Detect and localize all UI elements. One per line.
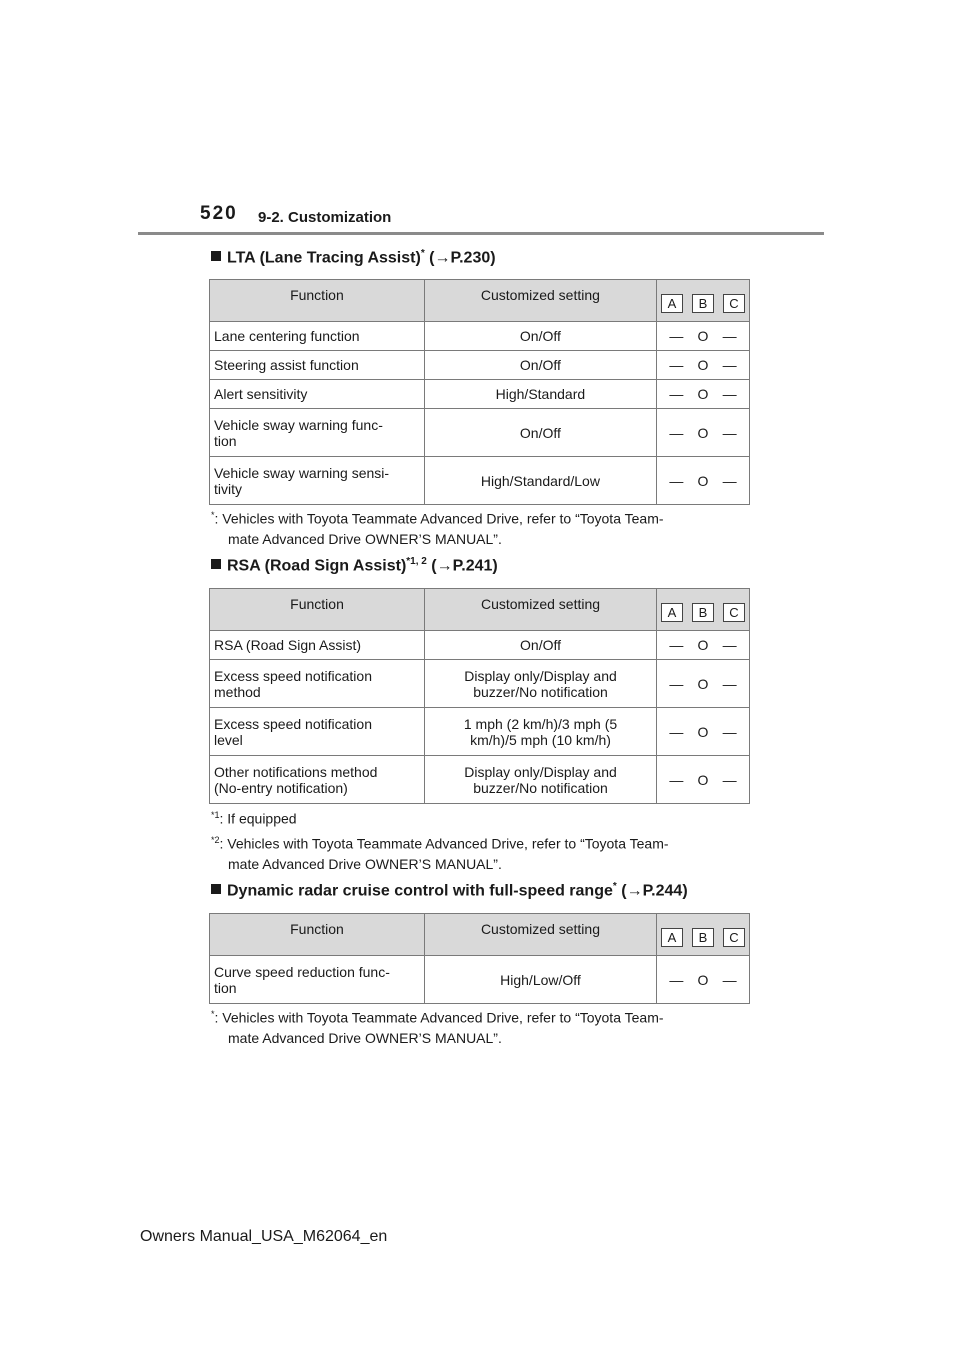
table-row xyxy=(210,660,750,708)
column-header-abc xyxy=(656,280,749,322)
table-row xyxy=(210,457,750,505)
function-cell: Curve speed reduction func- tion xyxy=(210,956,425,1004)
abc-cell: — O — xyxy=(656,351,749,380)
box-a: A xyxy=(661,603,683,622)
footnote: $^{*1}$: If equipped xyxy=(211,810,297,827)
function-cell: Steering assist function xyxy=(210,351,425,380)
setting-cell: High/Low/Off xyxy=(424,956,656,1004)
abc-cell: — O — xyxy=(656,660,749,708)
footer-doc-id: Owners Manual_USA_M62064_en xyxy=(140,1228,388,1245)
function-cell: Vehicle sway warning sensi- tivity xyxy=(210,457,425,505)
footnote: *: Vehicles with Toyota Teammate Advanced Drive, refer to “Toyota Team- mate Advanced Drive OWNER’S MANUAL”. xyxy=(211,510,664,547)
box-b: B xyxy=(692,928,714,947)
section-title-lta: LTA (Lane Tracing Assist)* (→P.230) xyxy=(211,248,496,267)
setting-cell: On/Off xyxy=(424,322,656,351)
setting-cell: On/Off xyxy=(424,409,656,457)
box-a: A xyxy=(661,294,683,313)
column-header-function: Function xyxy=(210,589,425,631)
abc-cell: — O — xyxy=(656,708,749,756)
abc-cell: — O — xyxy=(656,457,749,505)
arrow-right-icon: → xyxy=(436,557,453,575)
arrow-right-icon: → xyxy=(434,249,451,267)
table-row xyxy=(210,756,750,804)
abc-cell: — O — xyxy=(656,380,749,409)
abc-cell: — O — xyxy=(656,409,749,457)
arrow-right-icon: → xyxy=(626,882,643,900)
setting-cell: 1 mph (2 km/h)/3 mph (5 km/h)/5 mph (10 km/h) xyxy=(425,708,657,756)
customization-table-rsa xyxy=(209,588,750,804)
abc-cell: — O — xyxy=(656,631,749,660)
page-number: 520 xyxy=(200,203,238,224)
section-bullet-icon xyxy=(211,884,221,894)
function-cell: Lane centering function xyxy=(210,322,425,351)
footnote: *: Vehicles with Toyota Teammate Advanced Drive, refer to “Toyota Team- mate Advanced Drive OWNER’S MANUAL”. xyxy=(211,1009,664,1046)
table-row xyxy=(210,708,750,756)
table-row xyxy=(210,631,750,660)
function-cell: Alert sensitivity xyxy=(210,380,425,409)
footnote: $^{*2}$: Vehicles with Toyota Teammate Advanced Drive, refer to “Toyota Team- mate Advanced Drive OWNER’S MANUAL”. xyxy=(211,835,669,872)
column-header-setting: Customized setting xyxy=(425,589,657,631)
page-ref-link[interactable]: P.230 xyxy=(450,249,491,267)
setting-cell: Display only/Display and buzzer/No notification xyxy=(425,660,657,708)
table-row xyxy=(210,351,750,380)
section-title-drcc: Dynamic radar cruise control with full-speed range* (→P.244) xyxy=(211,881,688,900)
function-cell: Vehicle sway warning func- tion xyxy=(210,409,425,457)
function-cell: Excess speed notification method xyxy=(210,660,425,708)
table-row xyxy=(210,322,750,351)
customization-table-lta xyxy=(209,279,750,505)
chapter-title: 9-2. Customization xyxy=(258,209,392,226)
abc-cell: — O — xyxy=(656,756,749,804)
box-b: B xyxy=(692,603,714,622)
abc-cell: — O — xyxy=(656,322,749,351)
column-header-setting: Customized setting xyxy=(424,280,656,322)
box-c: C xyxy=(723,294,745,313)
page-ref-link[interactable]: P.241 xyxy=(452,557,493,575)
table-row xyxy=(210,380,750,409)
customization-table-drcc xyxy=(209,913,750,1004)
header-rule xyxy=(138,232,824,235)
abc-cell: — O — xyxy=(656,956,749,1004)
setting-cell: Display only/Display and buzzer/No notification xyxy=(425,756,657,804)
section-bullet-icon xyxy=(211,559,221,569)
column-header-function: Function xyxy=(210,280,425,322)
column-header-abc xyxy=(656,589,749,631)
section-bullet-icon xyxy=(211,251,221,261)
column-header-function: Function xyxy=(210,914,425,956)
setting-cell: High/Standard/Low xyxy=(424,457,656,505)
table-row xyxy=(210,409,750,457)
setting-cell: On/Off xyxy=(425,631,657,660)
box-c: C xyxy=(723,928,745,947)
column-header-setting: Customized setting xyxy=(424,914,656,956)
setting-cell: On/Off xyxy=(424,351,656,380)
function-cell: RSA (Road Sign Assist) xyxy=(210,631,425,660)
box-a: A xyxy=(661,928,683,947)
table-row xyxy=(210,956,750,1004)
page-ref-link[interactable]: P.244 xyxy=(642,882,683,900)
box-b: B xyxy=(692,294,714,313)
section-title-rsa: RSA (Road Sign Assist)$^{*1, 2}$ (→P.241) xyxy=(211,556,498,575)
column-header-abc xyxy=(656,914,749,956)
function-cell: Excess speed notification level xyxy=(210,708,425,756)
setting-cell: High/Standard xyxy=(424,380,656,409)
function-cell: Other notifications method (No-entry notification) xyxy=(210,756,425,804)
box-c: C xyxy=(723,603,745,622)
